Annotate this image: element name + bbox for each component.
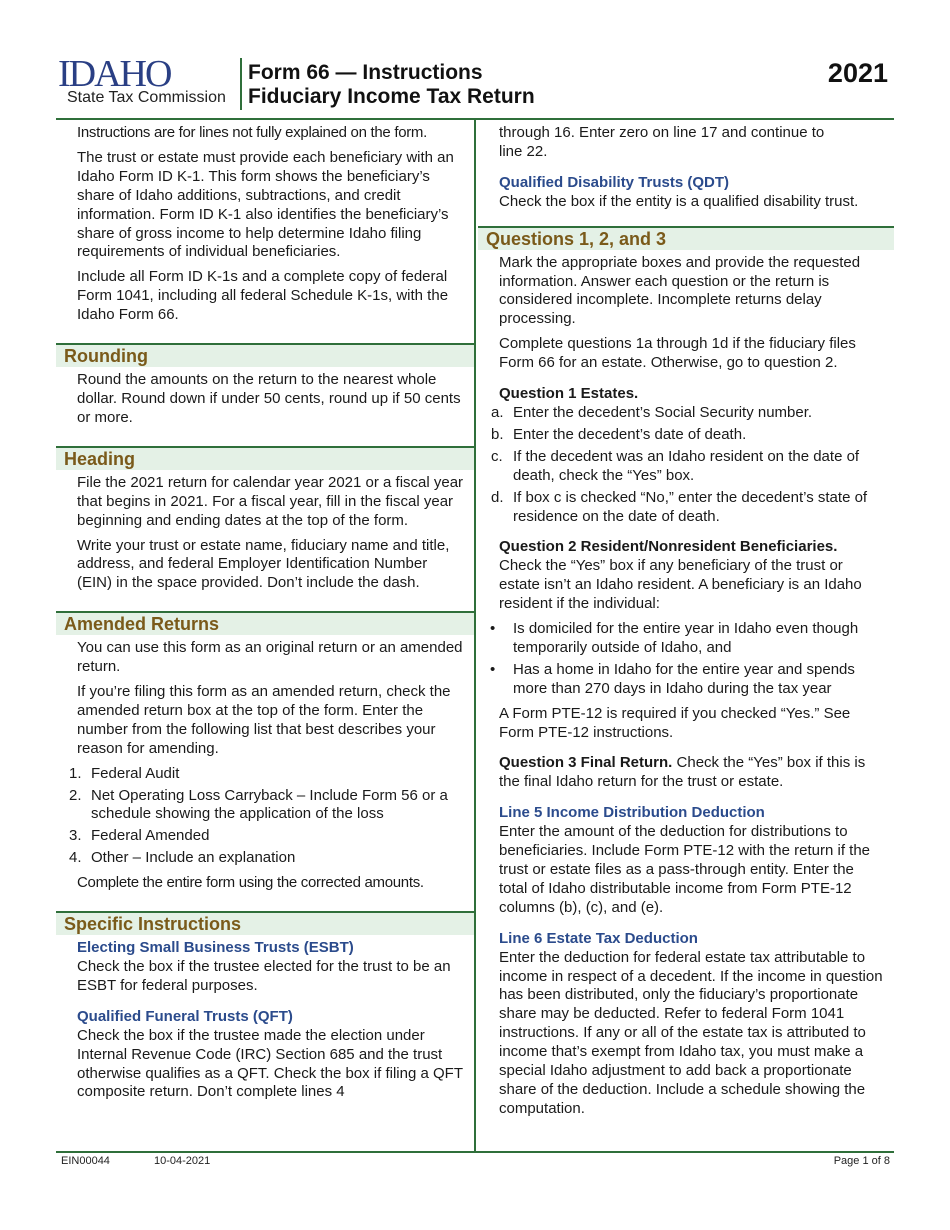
question-2-bullets xyxy=(478,620,886,699)
amended-text: If you’re filing this form as an amended return, check the amended return box at the top of the form. Enter the number from the following list that best describes your reason for amending. xyxy=(77,683,451,757)
list-item: d. If box c is checked “No,” enter the decedent’s state of residence on the date of death. xyxy=(491,488,868,525)
questions-text: Mark the appropriate boxes and provide the requested information. Answer each question or the return is considered incomplete. Incomplete returns delay processing. xyxy=(499,253,861,328)
page-header xyxy=(56,53,896,118)
bottom-rule xyxy=(56,1151,894,1153)
intro-paragraph: Include all Form ID K-1s and a complete copy of federal Form 1041, including all federal Schedule K-1s, with the Idaho Form 66. xyxy=(77,268,449,324)
form-title-line1: Form 66 — Instructions xyxy=(248,61,483,84)
intro-paragraph: Instructions are for lines not fully explained on the form. xyxy=(77,124,427,141)
bullet-icon: • xyxy=(490,660,496,678)
section-heading-heading: Heading xyxy=(56,446,474,470)
rounding-text: Round the amounts on the return to the nearest whole dollar. Round down if under 50 cents, round up if 50 cents or more. xyxy=(77,371,461,426)
footer-page-number: Page 1 of 8 xyxy=(833,1155,890,1167)
subheading-line-6: Line 6 Estate Tax Deduction xyxy=(499,929,698,947)
question-2-text: Check the “Yes” box if any beneficiary of the trust or estate isn’t an Idaho resident. A beneficiary is an Idaho resident if the individual: xyxy=(499,557,862,613)
questions-text: Complete questions 1a through 1d if the fiduciary files Form 66 for an estate. Otherwise, go to question 2. xyxy=(499,335,856,372)
bullet-icon: • xyxy=(490,620,496,638)
question-2-note: A Form PTE-12 is required if you checked “Yes.” See Form PTE-12 instructions. xyxy=(499,704,851,741)
list-item: 2. Net Operating Loss Carryback – Include Form 56 or a schedule showing the application of the loss xyxy=(69,786,448,823)
idaho-tax-commission-logo xyxy=(56,53,236,112)
intro-paragraph: The trust or estate must provide each beneficiary with an Idaho Form ID K-1. This form shows the beneficiary’s share of Idaho additions, subtractions, and credit information. Form ID K-1 also identifies the beneficiary’s share of gross income to help determine Idaho filing requirements of individual beneficiaries. xyxy=(77,148,454,261)
subheading-qdt: Qualified Disability Trusts (QDT) xyxy=(499,173,730,191)
list-item: • Has a home in Idaho for the entire year and spends more than 270 days in Idaho during the tax year xyxy=(490,660,855,697)
continued-text: through 16. Enter zero on line 17 and continue to line 22. xyxy=(499,124,825,160)
qft-text: Check the box if the trustee made the election under Internal Revenue Code (IRC) Section 685 and the trust otherwise qualifies as a QFT. Check the box if filing a QFT composite return. Don’t complete lines 4 xyxy=(77,1026,463,1101)
question-1-title: Question 1 Estates. xyxy=(499,385,639,403)
heading-text: File the 2021 return for calendar year 2021 or a fiscal year that begins in 2021. For a fiscal year, fill in the fiscal year beginning and ending dates at the top of the form. xyxy=(77,473,464,529)
line-6-text: Enter the deduction for federal estate tax attributable to income in respect of a decedent. If the income in question has been distributed, only the fiduciary’s proportionate share may be deducted. Refer to federal Form 1041 instructions. If any or all of the estate tax is attributed to income that’s exempt from Idaho tax, you must make a special Idaho adjustment to add back a proportionate share of the deduction. Include a schedule showing the computation. xyxy=(499,948,883,1117)
amended-text: Complete the entire form using the corrected amounts. xyxy=(77,874,424,892)
list-item: • Is domiciled for the entire year in Idaho even though temporarily outside of Idaho, and xyxy=(490,620,859,656)
header-divider xyxy=(240,58,242,110)
footer-code: EIN00044 xyxy=(61,1155,110,1167)
logo-wordmark: IDAHO xyxy=(58,53,171,95)
list-item: b. Enter the decedent’s date of death. xyxy=(491,425,747,443)
logo-subtitle: State Tax Commission xyxy=(67,89,226,106)
question-3 xyxy=(499,754,886,792)
question-3-title: Question 3 Final Return. xyxy=(499,754,673,772)
footer-date: 10-04-2021 xyxy=(154,1155,211,1167)
question-3-text: Check the “Yes” box if this is the final Idaho return for the trust or estate. xyxy=(499,754,866,791)
line-5-text: Enter the amount of the deduction for distributions to beneficiaries. Include Form PTE-12 with the return if the trust or estate files as a pass-through entity. Enter the total of Idaho distributable income from Form PTE-12 columns (b), (c), and (e). xyxy=(499,823,871,916)
amended-reason-list xyxy=(56,765,466,869)
list-item: 4. Other – Include an explanation xyxy=(69,849,296,867)
heading-text: Write your trust or estate name, fiduciary name and title, address, and federal Employer Identification Number (EIN) in the space provided. Don’t include the dash. xyxy=(77,536,450,592)
form-title xyxy=(248,61,535,109)
left-column xyxy=(56,124,474,1108)
qdt-text: Check the box if the entity is a qualified disability trust. xyxy=(499,192,859,210)
column-divider xyxy=(474,120,476,1152)
subheading-esbt: Electing Small Business Trusts (ESBT) xyxy=(77,939,354,957)
list-item: a. Enter the decedent’s Social Security number. xyxy=(491,403,813,421)
right-column xyxy=(478,124,894,1125)
form-title-line2: Fiduciary Income Tax Return xyxy=(248,85,535,108)
section-heading-questions: Questions 1, 2, and 3 xyxy=(478,226,894,250)
list-item: 3. Federal Amended xyxy=(69,827,210,845)
list-item: 1. Federal Audit xyxy=(69,764,180,782)
question-1-list xyxy=(478,404,886,526)
amended-text: You can use this form as an original return or an amended return. xyxy=(77,639,463,676)
list-item: c. If the decedent was an Idaho resident on the date of death, check the “Yes” box. xyxy=(491,447,860,484)
tax-year: 2021 xyxy=(827,58,888,88)
esbt-text: Check the box if the trustee elected for the trust to be an ESBT for federal purposes. xyxy=(77,958,451,994)
subheading-qft: Qualified Funeral Trusts (QFT) xyxy=(77,1007,293,1025)
section-heading-amended-returns: Amended Returns xyxy=(56,611,474,635)
section-heading-rounding: Rounding xyxy=(56,343,474,367)
subheading-line-5: Line 5 Income Distribution Deduction xyxy=(499,804,765,822)
section-heading-specific-instructions: Specific Instructions xyxy=(56,911,474,935)
question-2-title: Question 2 Resident/Nonresident Beneficiaries. xyxy=(499,538,838,556)
